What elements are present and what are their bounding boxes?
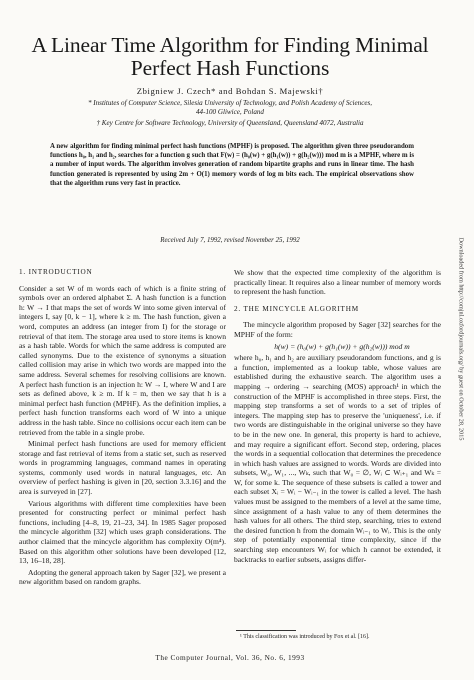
download-watermark: [456, 228, 466, 450]
affiliation-2: † Key Centre for Software Technology, University of Queensland, Queensland 4072, Australia: [96, 119, 364, 127]
abstract: A new algorithm for finding minimal perfect hash functions (MPHF) is proposed. The algorithm given three pseudorandom functions h₀, h₁ and h₂, searches for a function g such that F(w) = (h₀(w) + g(h₁(w)) + g(h₂(w))) mod m is a MPHF, where m is a number of input words. The algorithm involves generation of random bipartite graphs and runs in linear time. The hash function generated is represented by using 2m + O(1) memory words of log m bits each. The empirical observations show that the algorithm runs very fast in practice.: [50, 143, 414, 187]
received-date: Received July 7, 1992, revised November 25, 1992: [160, 237, 300, 244]
paragraph: Various algorithms with different time complexities have been presented for constructing perfect or minimal perfect hash functions, including [4–8, 19, 21–23, 34]. In 1985 Sager proposed the mincycle algorithm [32] which uses graph considerations. The author claimed that the mincycle algorithm has complexity O(m⁴). Based on this algorithm other solutions have been developed [12, 13, 16–18, 28].: [19, 498, 226, 566]
journal-footer: The Computer Journal, Vol. 36, No. 6, 1993: [155, 653, 305, 662]
left-column: [19, 268, 226, 589]
paragraph: The mincycle algorithm proposed by Sager [32] searches for the MPHF of the form:: [234, 320, 441, 339]
author-list: Zbigniew J. Czech* and Bohdan S. Majewski†: [136, 86, 324, 96]
section-heading-mincycle: 2. THE MINCYCLE ALGORITHM: [234, 304, 359, 313]
affiliation-1: [20, 99, 440, 118]
paragraph: Minimal perfect hash functions are used for memory efficient storage and fast retrieval of items from a static set, such as reserved words in programming languages, command names in operating systems, commonly used words in natural languages, etc. An overview of perfect hashing is given in [20, section 3.3.16] and the area is surveyed in [27].: [19, 439, 226, 497]
footnote: ¹ This classification was introduced by Fox et al. [16].: [240, 634, 370, 640]
paragraph: Adopting the general approach taken by Sager [32], we present a new algorithm based on random graphs.: [19, 567, 226, 587]
affiliation-1-line1: * Institutes of Computer Science, Silesia University of Technology, and Polish Academy of Sciences,: [87, 99, 373, 107]
footnote-rule: [236, 630, 296, 631]
download-watermark-text: Downloaded from http://comjnl.oxfordjournals.org/ by guest on October 28, 2015: [457, 237, 465, 441]
hash-formula: h(w) = (h₀(w) + g(h₁(w)) + g(h₂(w))) mod m: [274, 341, 410, 351]
paragraph: where h₀, h₁ and h₂ are auxiliary pseudorandom functions, and g is a function, implemented as a lookup table, whose values are established during the exhaustive search. The algorithm uses a mapping → ordering → searching (MOS) approach¹ in which the construction of the MPHF is accomplished in three steps. First, the mapping step transforms a set of words to a set of triples of integers. The mapping step has to preserve the 'uniqueness', i.e. if two words are distinguishable in the original universe so they have to be in the new one. In general, this property is hard to achieve, and may require a significant effort. Second step, ordering, places the words in a sequential collocation that determines the precedence in which hash values are assigned to words. Words are divided into subsets, W₀, W₁, ..., Wₖ, such that W₀ = ∅, Wᵢ ⊂ Wᵢ₊₁ and Wₖ = W, for some k. The sequence of these subsets is called a tower and each subset Xᵢ = Wᵢ − Wᵢ₋₁ in the tower is called a level. The hash values must be assigned to the members of a level at the same time, since assignment of a hash value to any of them determines the hash values for all others. The third step, searching, tries to extend the desired function h from the domain Wᵢ₋₁ to Wᵢ. This is the only step of potentially exponential time complexity, since if the searching step encounters Wᵢ for which h cannot be extended, it backtracks to earlier subsets, assigns differ-: [234, 353, 441, 564]
paper-title-line1: A Linear Time Algorithm for Finding Minimal: [31, 33, 429, 57]
paper-title-line2: Perfect Hash Functions: [130, 56, 330, 80]
paragraph: Consider a set W of m words each of which is a finite string of symbols over an ordered alphabet Σ. A hash function is a function h: W → I that maps the set of words W into some given interval of integers I, say [0, k − 1], where k ≥ m. The hash function, given a word, computes an address (an integer from I) for the storage or retrieval of that item. The storage area used to store items is known as a hash table. Words for which the same address is computed are called synonyms. Due to the existence of synonyms a situation called collision may arise in which two words are mapped into the same address. Several schemes for resolving collisions are known. A perfect hash function is an injection h: W → I, where W and I are sets as defined above, k ≥ m. If k = m, then we say that h is a minimal perfect hash function (MPHF). As the definition implies, a perfect hash function transforms each word of W into a unique address in the hash table. Since no collisions occur each item can be retrieved from the table in a single probe.: [19, 283, 226, 437]
paper-title: [20, 34, 440, 80]
section-heading-introduction: 1. INTRODUCTION: [19, 268, 93, 276]
right-column: [234, 268, 441, 566]
affiliation-1-line2: 44-100 Gliwice, Poland: [196, 108, 264, 117]
paragraph: We show that the expected time complexity of the algorithm is practically linear. It requires also a linear number of memory words to represent the hash function.: [234, 268, 441, 297]
